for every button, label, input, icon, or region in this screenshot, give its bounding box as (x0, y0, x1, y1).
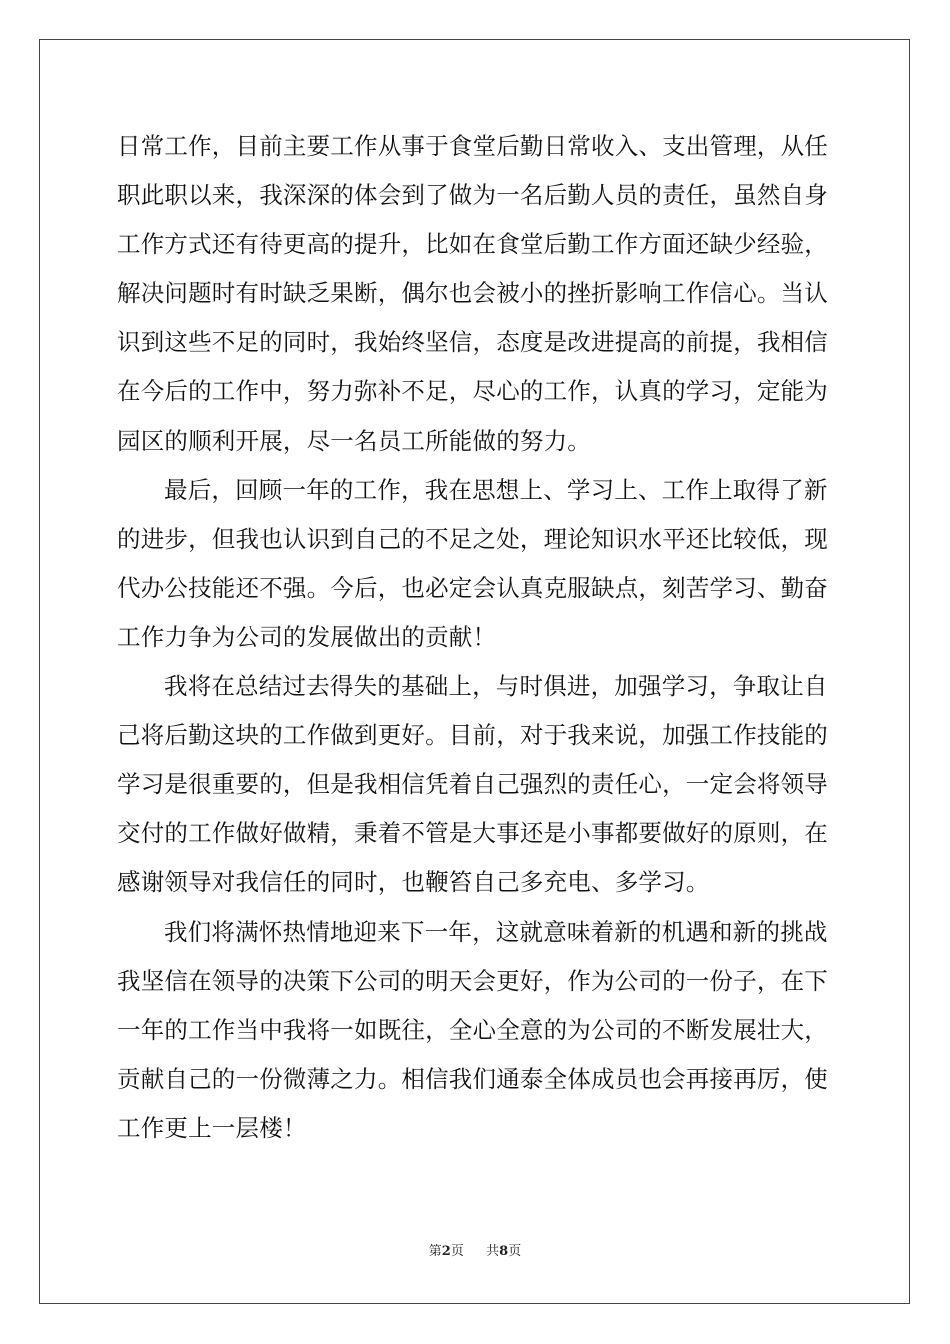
document-body (117, 122, 837, 1153)
total-pages-label (486, 1244, 521, 1259)
page-footer (0, 1240, 950, 1259)
text-line: 一年的工作当中我将一如既往，全心全意的为公司的不断发展壮大， (117, 1015, 828, 1044)
text-line: 交付的工作做好做精，秉着不管是大事还是小事都要做好的原则，在 (117, 819, 828, 848)
text-line: 园区的顺利开展，尽一名员工所能做的努力。 (117, 426, 591, 455)
paragraph (117, 122, 837, 466)
text-line: 职此职以来，我深深的体会到了做为一名后勤人员的责任，虽然自身 (117, 181, 828, 210)
text-line: 学习是很重要的，但是我相信凭着自己强烈的责任心，一定会将领导 (117, 770, 828, 799)
text-line: 己将后勤这块的工作做到更好。目前，对于我来说，加强工作技能的 (117, 721, 828, 750)
text-line: 工作方式还有待更高的提升，比如在食堂后勤工作方面还缺少经验， (117, 230, 828, 259)
text-line: 识到这些不足的同时，我始终坚信，态度是改进提高的前提，我相信 (117, 328, 828, 357)
text-line: 最后，回顾一年的工作，我在思想上、学习上、工作上取得了新 (164, 475, 828, 504)
total-prefix: 共 (486, 1244, 500, 1259)
paragraph (117, 662, 837, 907)
page-number-label (429, 1244, 468, 1259)
text-line: 工作力争为公司的发展做出的贡献！ (117, 622, 497, 651)
paragraph (117, 466, 837, 662)
text-line: 工作更上一层楼！ (117, 1113, 307, 1142)
total-suffix: 页 (508, 1244, 522, 1259)
text-line: 代办公技能还不强。今后，也必定会认真克服缺点，刻苦学习、勤奋 (117, 573, 828, 602)
text-line: 我将在总结过去得失的基础上，与时俱进，加强学习，争取让自 (164, 672, 828, 701)
text-line: 我们将满怀热情地迎来下一年，这就意味着新的机遇和新的挑战 (164, 917, 828, 946)
text-line: 在今后的工作中，努力弥补不足，尽心的工作，认真的学习，定能为 (117, 377, 828, 406)
text-line: 日常工作，目前主要工作从事于食堂后勤日常收入、支出管理，从任 (117, 132, 828, 160)
text-line: 解决问题时有时缺乏果断，偶尔也会被小的挫折影响工作信心。当认 (117, 279, 828, 308)
text-line: 贡献自己的一份微薄之力。相信我们通泰全体成员也会再接再厉，使 (117, 1064, 828, 1093)
text-line: 的进步，但我也认识到自己的不足之处，理论知识水平还比较低，现 (117, 524, 828, 553)
page-prefix: 第 (428, 1244, 442, 1259)
text-line: 感谢领导对我信任的同时，也鞭笞自己多充电、多学习。 (117, 868, 710, 897)
page-suffix: 页 (450, 1244, 464, 1259)
text-line: 我坚信在领导的决策下公司的明天会更好，作为公司的一份子，在下 (117, 966, 828, 995)
paragraph (117, 908, 837, 1153)
page-number: 2 (441, 1244, 451, 1259)
total-pages: 8 (499, 1244, 509, 1259)
